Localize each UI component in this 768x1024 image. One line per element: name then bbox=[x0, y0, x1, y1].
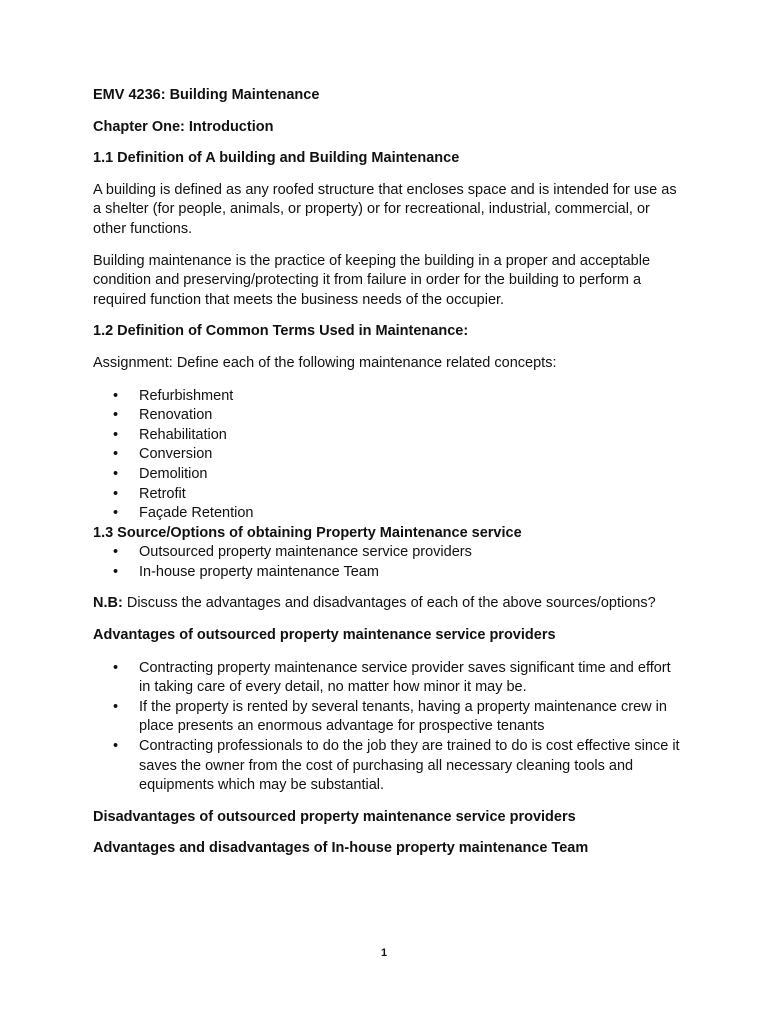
section-1-2-heading: 1.2 Definition of Common Terms Used in Maintenance: bbox=[93, 323, 469, 340]
list-item: • Outsourced property maintenance service providers bbox=[93, 543, 683, 563]
list-item: • Retrofit bbox=[93, 485, 683, 505]
section-1-3-heading: 1.3 Source/Options of obtaining Property Maintenance service bbox=[93, 524, 522, 541]
disadvantages-outsourced-heading: Disadvantages of outsourced property maintenance service providers bbox=[93, 808, 576, 825]
list-item: • Refurbishment bbox=[93, 387, 683, 407]
list-item: • Façade Retention bbox=[93, 504, 683, 524]
list-item: • If the property is rented by several tenants, having a property maintenance crew in place presents an enormous advantage for prospective tenants bbox=[93, 698, 683, 737]
nb-label: N.B: bbox=[93, 595, 123, 612]
section-1-1-heading: 1.1 Definition of A building and Building Maintenance bbox=[93, 150, 460, 167]
list-item: • Conversion bbox=[93, 445, 683, 465]
maintenance-definition-paragraph: Building maintenance is the practice of keeping the building in a proper and acceptable condition and preserving/protecting it from failure in order for the building to perform a required function that meets the business needs of the occupier. bbox=[93, 252, 651, 308]
advantages-outsourced-heading: Advantages of outsourced property maintenance service providers bbox=[93, 627, 556, 644]
options-list bbox=[93, 543, 683, 582]
terms-list bbox=[93, 387, 683, 524]
assignment-text: Assignment: Define each of the following maintenance related concepts: bbox=[93, 354, 557, 371]
chapter-title: Chapter One: Introduction bbox=[93, 118, 274, 135]
page-content bbox=[93, 86, 683, 859]
nb-text: Discuss the advantages and disadvantages of each of the above sources/options? bbox=[122, 595, 656, 612]
list-item: • In-house property maintenance Team bbox=[93, 563, 683, 583]
list-item: • Contracting professionals to do the job they are trained to do is cost effective since it saves the owner from the cost of purchasing all necessary cleaning tools and equipments which may be substantial. bbox=[93, 737, 683, 796]
inhouse-heading: Advantages and disadvantages of In-house property maintenance Team bbox=[93, 840, 589, 857]
building-definition-paragraph: A building is defined as any roofed structure that encloses space and is intended for use as a shelter (for people, animals, or property) or for recreational, industrial, commercial, or other functions. bbox=[93, 181, 677, 237]
list-item: • Rehabilitation bbox=[93, 426, 683, 446]
advantages-list bbox=[93, 659, 683, 796]
course-title: EMV 4236: Building Maintenance bbox=[93, 87, 320, 103]
list-item: • Renovation bbox=[93, 406, 683, 426]
nb-note bbox=[93, 594, 683, 614]
list-item: • Demolition bbox=[93, 465, 683, 485]
list-item: • Contracting property maintenance service provider saves significant time and effort in taking care of every detail, no matter how minor it may be. bbox=[93, 659, 683, 698]
page-number: 1 bbox=[380, 947, 388, 959]
